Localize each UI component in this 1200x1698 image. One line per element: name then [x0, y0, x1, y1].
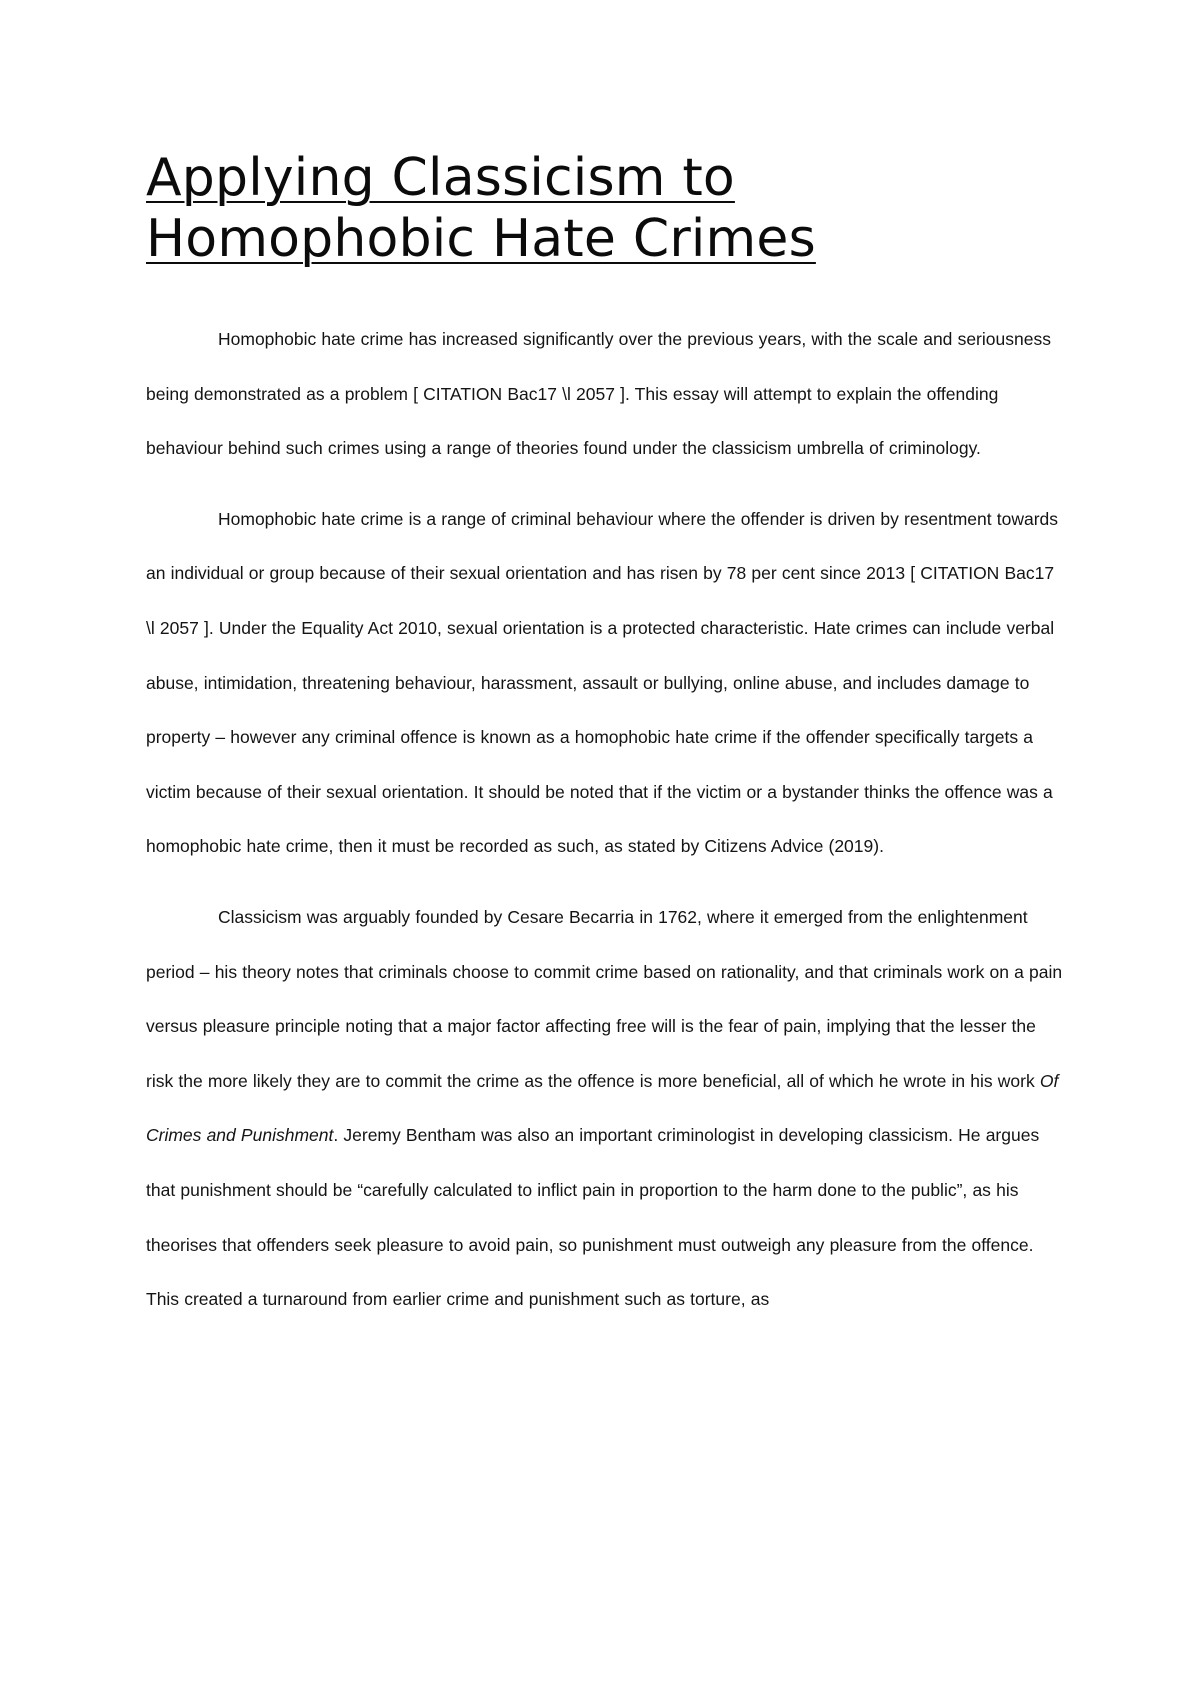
paragraph-intro: Homophobic hate crime has increased significantly over the previous years, with the scale and seriousness being demonstrated as a problem [ CITATION Bac17 \l 2057 ]. This essay will attempt to explain the offending behaviour behind such crimes using a range of theories found under the classicism umbrella of criminology.	[146, 329, 1051, 459]
title-line-1: Applying Classicism to	[146, 148, 735, 208]
work-title-italic: Of Crimes and Punishment	[146, 1070, 1059, 1146]
document-title	[146, 148, 1066, 270]
paragraph-classicism-text-end: . Jeremy Bentham was also an important criminologist in developing classicism. He argues that punishment should be “carefully calculated to inflict pain in proportion to the harm done to the public”, as his theorises that offenders seek pleasure to avoid pain, so punishment must outweigh any pleasure from the offence. This created a turnaround from earlier crime and punishment such as torture, as	[146, 1125, 1040, 1310]
paragraph-definition: Homophobic hate crime is a range of criminal behaviour where the offender is driven by resentment towards an individual or group because of their sexual orientation and has risen by 78 per cent since 2013 [ CITATION Bac17 \l 2057 ]. Under the Equality Act 2010, sexual orientation is a protected characteristic. Hate crimes can include verbal abuse, intimidation, threatening behaviour, harassment, assault or bullying, online abuse, and includes damage to property – however any criminal offence is known as a homophobic hate crime if the offender specifically targets a victim because of their sexual orientation. It should be noted that if the victim or a bystander thinks the offence was a homophobic hate crime, then it must be recorded as such, as stated by Citizens Advice (2019).	[146, 508, 1059, 857]
title-line-2: Homophobic Hate Crimes	[146, 209, 816, 269]
paragraph-classicism-text-start: Classicism was arguably founded by Cesare Becarria in 1762, where it emerged from the enlightenment period – his theory notes that criminals choose to commit crime based on rationality, and that criminals work on a pain versus pleasure principle noting that a major factor affecting free will is the fear of pain, implying that the lesser the risk the more likely they are to commit the crime as the offence is more beneficial, all of which he wrote in his work	[146, 906, 1063, 1091]
document-body	[146, 312, 1066, 1327]
document-content	[146, 148, 1066, 1327]
paragraph-classicism	[146, 890, 1066, 1327]
